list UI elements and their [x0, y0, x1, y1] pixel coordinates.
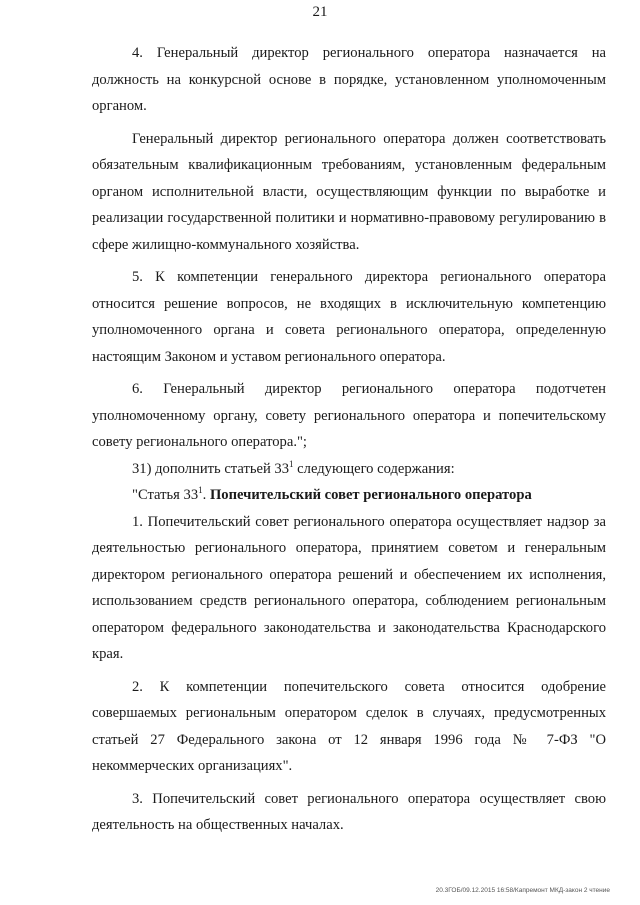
document-footer: 20.3ГОБ/09.12.2015 16:58/Капремонт МКД-закон 2 чтение	[435, 887, 610, 894]
item-31	[92, 456, 606, 483]
paragraph-4-qualification: Генеральный директор регионального оператора должен соответствовать обязательным квалификационным требованиям, установленным федеральным органом исполнительной власти, осуществляющим функции по выработке и реализации государственной политики и нормативно-правовому регулированию в сфере жилищно-коммунального хозяйства.	[92, 130, 606, 253]
paragraph-4: 4. Генеральный директор регионального оператора назначается на должность на конкурсной основе в порядке, установленном уполномоченным органом.	[92, 45, 606, 114]
article-heading-dot: .	[202, 487, 210, 503]
document-body	[92, 40, 606, 839]
article-paragraph-3: 3. Попечительский совет регионального оператора осуществляет свою деятельность на общественных началах.	[92, 790, 606, 833]
page-number: 21	[312, 4, 328, 20]
article-heading-title: Попечительский совет регионального оператора	[209, 487, 532, 503]
article-paragraph-2: 2. К компетенции попечительского совета относится одобрение совершаемых региональным оператором сделок в случаях, предусмотренных статьей 27 Федерального закона от 12 января 1996 года № 7-ФЗ "О некоммерческих организациях".	[92, 678, 606, 774]
paragraph-6: 6. Генеральный директор регионального оператора подотчетен уполномоченному органу, совету регионального оператора и попечительскому совету регионального оператора.";	[92, 381, 606, 450]
paragraph-5: 5. К компетенции генерального директора регионального оператора относится решение вопросов, не входящих в исключительную компетенцию уполномоченного органа и совета регионального оператора, определенную настоящим Законом и уставом регионального оператора.	[92, 269, 606, 365]
article-heading-superscript: 1	[198, 485, 203, 495]
item-31-superscript: 1	[289, 458, 294, 469]
article-paragraph-1: 1. Попечительский совет регионального оператора осуществляет надзор за деятельностью регионального оператора, принятием советом и генеральным директором регионального оператора решений и обеспечением их исполнения, использованием средств регионального оператора, соблюдением региональным оператором федерального законодательства и законодательства Краснодарского края.	[92, 513, 606, 662]
item-31-text: 31) дополнить статьей 33	[132, 460, 290, 477]
article-heading-prefix: "Статья 33	[132, 487, 199, 503]
article-heading	[92, 482, 606, 509]
item-31-suffix: следующего содержания:	[293, 460, 455, 477]
